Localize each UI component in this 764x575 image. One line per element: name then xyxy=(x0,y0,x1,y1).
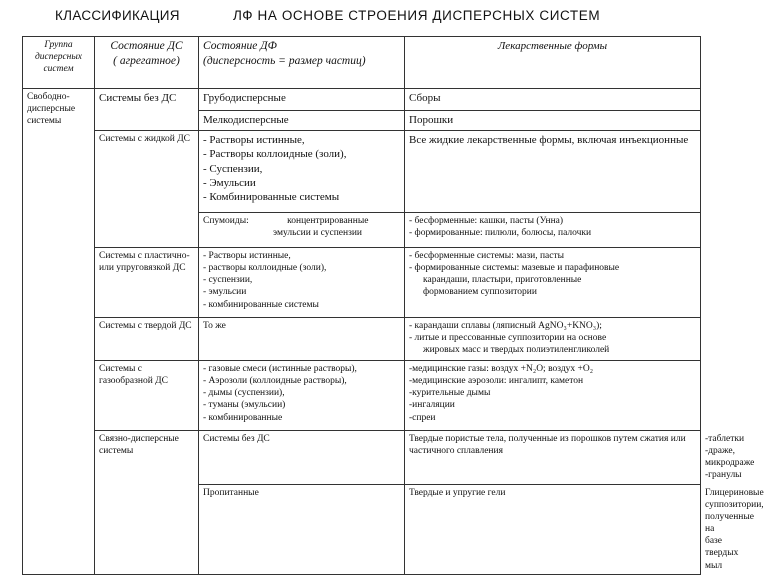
dispersity-cell: Грубодисперсные xyxy=(199,89,405,111)
state-cell: Системы с твердой ДС xyxy=(95,318,199,361)
forms-cell: - бесформенные: кашки, пасты (Унна) - формированные: пилюли, болюсы, палочки xyxy=(405,213,701,248)
title-part2: ЛФ НА ОСНОВЕ СТРОЕНИЯ ДИСПЕРСНЫХ СИСТЕМ xyxy=(233,8,601,23)
table-header-row xyxy=(23,37,701,89)
state-cell: Системы с пластично- или упруговязкой ДС xyxy=(95,248,199,318)
forms-cell: Порошки xyxy=(405,111,701,131)
forms-cell: Сборы xyxy=(405,89,701,111)
table-row xyxy=(23,318,701,361)
table-row xyxy=(23,248,701,318)
table-row xyxy=(23,361,701,431)
forms-cell: -медицинские газы: воздух +N₂O; воздух +O₂ -медицинские аэрозоли: ингалипт, каметон -курительные дымы -ингаляции -спреи xyxy=(405,361,701,431)
header-forms: Лекарственные формы xyxy=(405,37,701,89)
forms-cell: Все жидкие лекарственные формы, включая инъекционные xyxy=(405,131,701,213)
dispersity-cell: - Растворы истинные, - растворы коллоидные (золи), - суспензии, - эмульсии - комбинированные системы xyxy=(199,248,405,318)
state-cell: Системы с газообразной ДС xyxy=(95,361,199,431)
table-row xyxy=(23,89,701,111)
dispersity-cell: Твердые и упругие гели xyxy=(405,484,701,574)
table-row: Связно-дисперсные системы Системы без ДС Твердые пористые тела, полученные из порошков путем сжатия или частичного сплавления -таблетки -драже, микродраже -гранулы xyxy=(23,431,701,485)
forms-cell: - бесформенные системы: мази, пасты - формированные системы: мазевые и парафиновые карандаши, пластыри, приготовленные формованием суппозитории xyxy=(405,248,701,318)
group-free-dispersed: Свободно-дисперсные системы xyxy=(23,89,95,575)
dispersity-cell: Мелкодисперсные xyxy=(199,111,405,131)
dispersity-cell: Спумоиды: концентрированные эмульсии и суспензии xyxy=(199,213,405,248)
header-group: Группа дисперсных систем xyxy=(23,37,95,89)
table-row: Пропитанные Твердые и упругие гели Глицериновые суппозитории, полученные на базе твердых мыл xyxy=(23,484,701,574)
title-part1: КЛАССИФИКАЦИЯ xyxy=(55,8,180,23)
header-state: Состояние ДС ( агрегатное) xyxy=(95,37,199,89)
forms-cell: - карандаши сплавы (ляписный AgNO₃+KNO₃); - литые и прессованные суппозитории на основе жировых масс и твердых полиэтиленгликолей xyxy=(405,318,701,361)
dispersity-cell: То же xyxy=(199,318,405,361)
classification-table xyxy=(22,36,764,575)
state-cell: Пропитанные xyxy=(199,484,405,574)
state-cell: Системы с жидкой ДС xyxy=(95,131,199,248)
dispersity-cell: Твердые пористые тела, полученные из порошков путем сжатия или частичного сплавления xyxy=(405,431,701,485)
state-cell: Системы без ДС xyxy=(199,431,405,485)
header-dispersity: Состояние ДФ (дисперсность = размер частиц) xyxy=(199,37,405,89)
dispersity-cell: - Растворы истинные, - Растворы коллоидные (золи), - Суспензии, - Эмульсии - Комбинированные системы xyxy=(199,131,405,213)
group-bound-dispersed: Связно-дисперсные системы xyxy=(95,431,199,575)
dispersity-cell: - газовые смеси (истинные растворы), - Аэрозоли (коллоидные растворы), - дымы (суспензии), - туманы (эмульсии) - комбинированные xyxy=(199,361,405,431)
table-row xyxy=(23,131,701,213)
state-cell: Системы без ДС xyxy=(95,89,199,131)
